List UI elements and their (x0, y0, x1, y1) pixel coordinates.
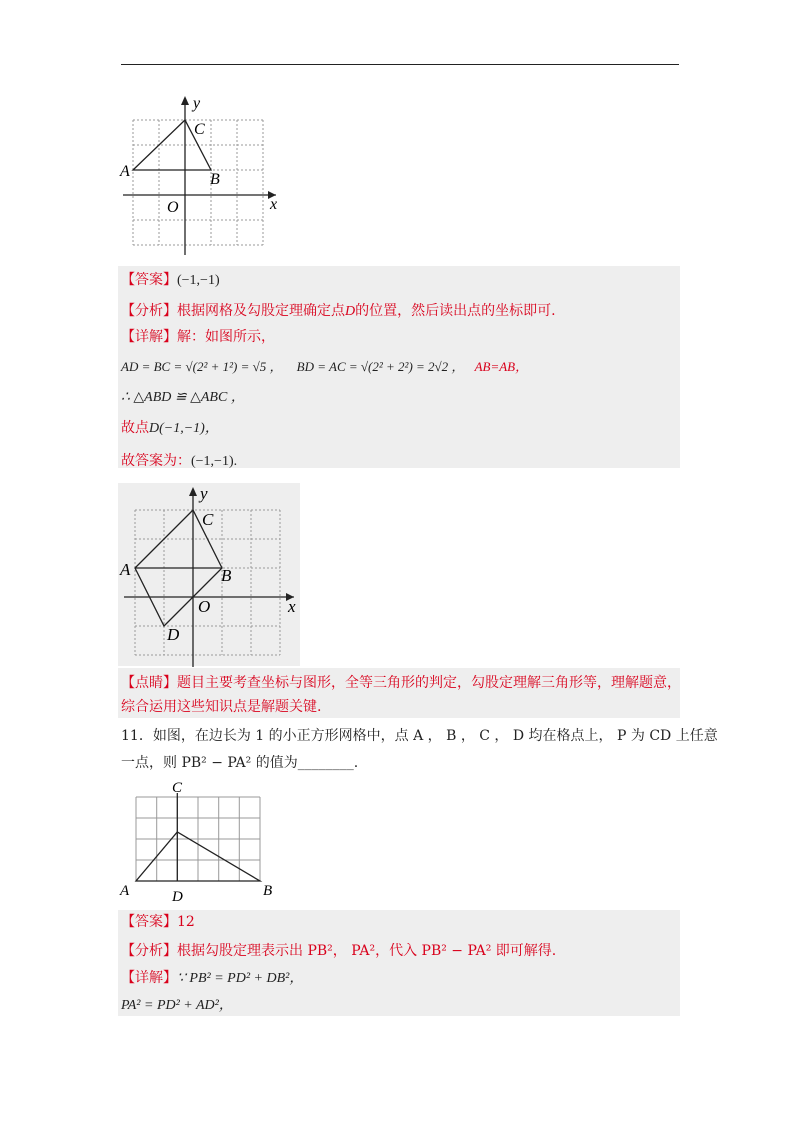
comment-text-1: 题目主要考查坐标与图形，全等三角形的判定，勾股定理解三角形等，理解题意， (177, 675, 681, 691)
eq-bd-ac: BD = AC = √(2² + 2²) = 2√2 ， (296, 359, 465, 374)
answer-tag: 【答案】 (121, 914, 177, 930)
point-b-label: B (263, 883, 273, 899)
y-axis-label: y (193, 95, 201, 112)
equation-line-4 (121, 451, 237, 472)
answer-value: 12 (177, 914, 195, 930)
figure-rhombus-diagram (118, 483, 308, 672)
eq-pa-squared: PA² = PD² + AD²， (121, 998, 233, 1013)
point-a-label: A (120, 883, 130, 899)
eq-point-text: 故点 (121, 420, 149, 436)
answer-line-2 (121, 912, 195, 932)
point-c-label: C (172, 780, 183, 796)
eq-ad-bc: AD = BC = √(2² + 1²) = √5 ， (121, 359, 283, 374)
origin-label: O (198, 597, 211, 616)
answer-tag: 【答案】 (121, 272, 177, 288)
answer-line-1 (121, 270, 220, 291)
answer-value: (−1,−1) (177, 273, 220, 288)
x-axis-label: x (270, 196, 278, 213)
analysis-text: 根据勾股定理表示出 PB²， PA²，代入 PB² − PA² 即可解得. (177, 943, 557, 959)
point-c-label: C (202, 510, 214, 529)
question-11-line-2 (121, 753, 358, 773)
eq-point-value: D(−1,−1)， (149, 421, 219, 436)
detail-equation: ∵ PB² = PD² + DB²， (177, 971, 304, 986)
question-11-text-2: 一点，则 PB² − PA² 的值为________. (121, 755, 359, 771)
final-answer-value: (−1,−1). (191, 454, 238, 469)
detail-tag: 【详解】 (121, 970, 177, 986)
equation-line-2 (121, 387, 245, 408)
analysis-line-2 (121, 941, 556, 961)
point-d-label: D (167, 625, 180, 644)
equation-line-5 (121, 995, 233, 1016)
figure-triangle-grid (118, 778, 288, 910)
y-axis-label: y (200, 484, 208, 503)
question-11-text-1: 11．如图，在边长为 1 的小正方形网格中，点 A ， B ， C ， D 均在格点上， P 为 CD 上任意 (121, 728, 718, 744)
header-rule (121, 64, 679, 65)
detail-tag: 【详解】 (121, 329, 177, 345)
question-11-line-1 (121, 726, 718, 746)
detail-text: 解：如图所示， (177, 329, 275, 345)
comment-line-2 (121, 697, 321, 717)
analysis-tag: 【分析】 (121, 303, 177, 319)
point-d-label: D (172, 889, 183, 905)
eq-congruent: ∴ △ABD ≌ △ABC ， (121, 390, 245, 405)
analysis-text: 根据网格及勾股定理确定点 (177, 303, 345, 319)
figure-coordinate-triangle (118, 92, 288, 261)
analysis-tag: 【分析】 (121, 943, 177, 959)
comment-tag: 【点睛】 (121, 675, 177, 691)
point-c-label: C (194, 121, 205, 138)
x-axis-label: x (288, 597, 296, 616)
equation-line-1 (121, 357, 528, 378)
analysis-line-1 (121, 301, 556, 322)
point-b-label: B (210, 171, 220, 188)
comment-line-1 (121, 673, 681, 693)
final-answer-text: 故答案为： (121, 453, 191, 469)
equation-line-3 (121, 418, 219, 439)
detail-line-2 (121, 968, 303, 989)
origin-label: O (167, 199, 179, 216)
point-b-label: B (221, 566, 232, 585)
point-a-label: A (120, 560, 131, 579)
analysis-var: D (345, 304, 356, 319)
point-a-label: A (120, 163, 130, 180)
eq-ab-ab: AB=AB， (474, 359, 529, 374)
detail-line-1 (121, 327, 275, 347)
analysis-text-2: 的位置，然后读出点的坐标即可. (355, 303, 556, 319)
comment-text-2: 综合运用这些知识点是解题关键. (121, 699, 322, 715)
